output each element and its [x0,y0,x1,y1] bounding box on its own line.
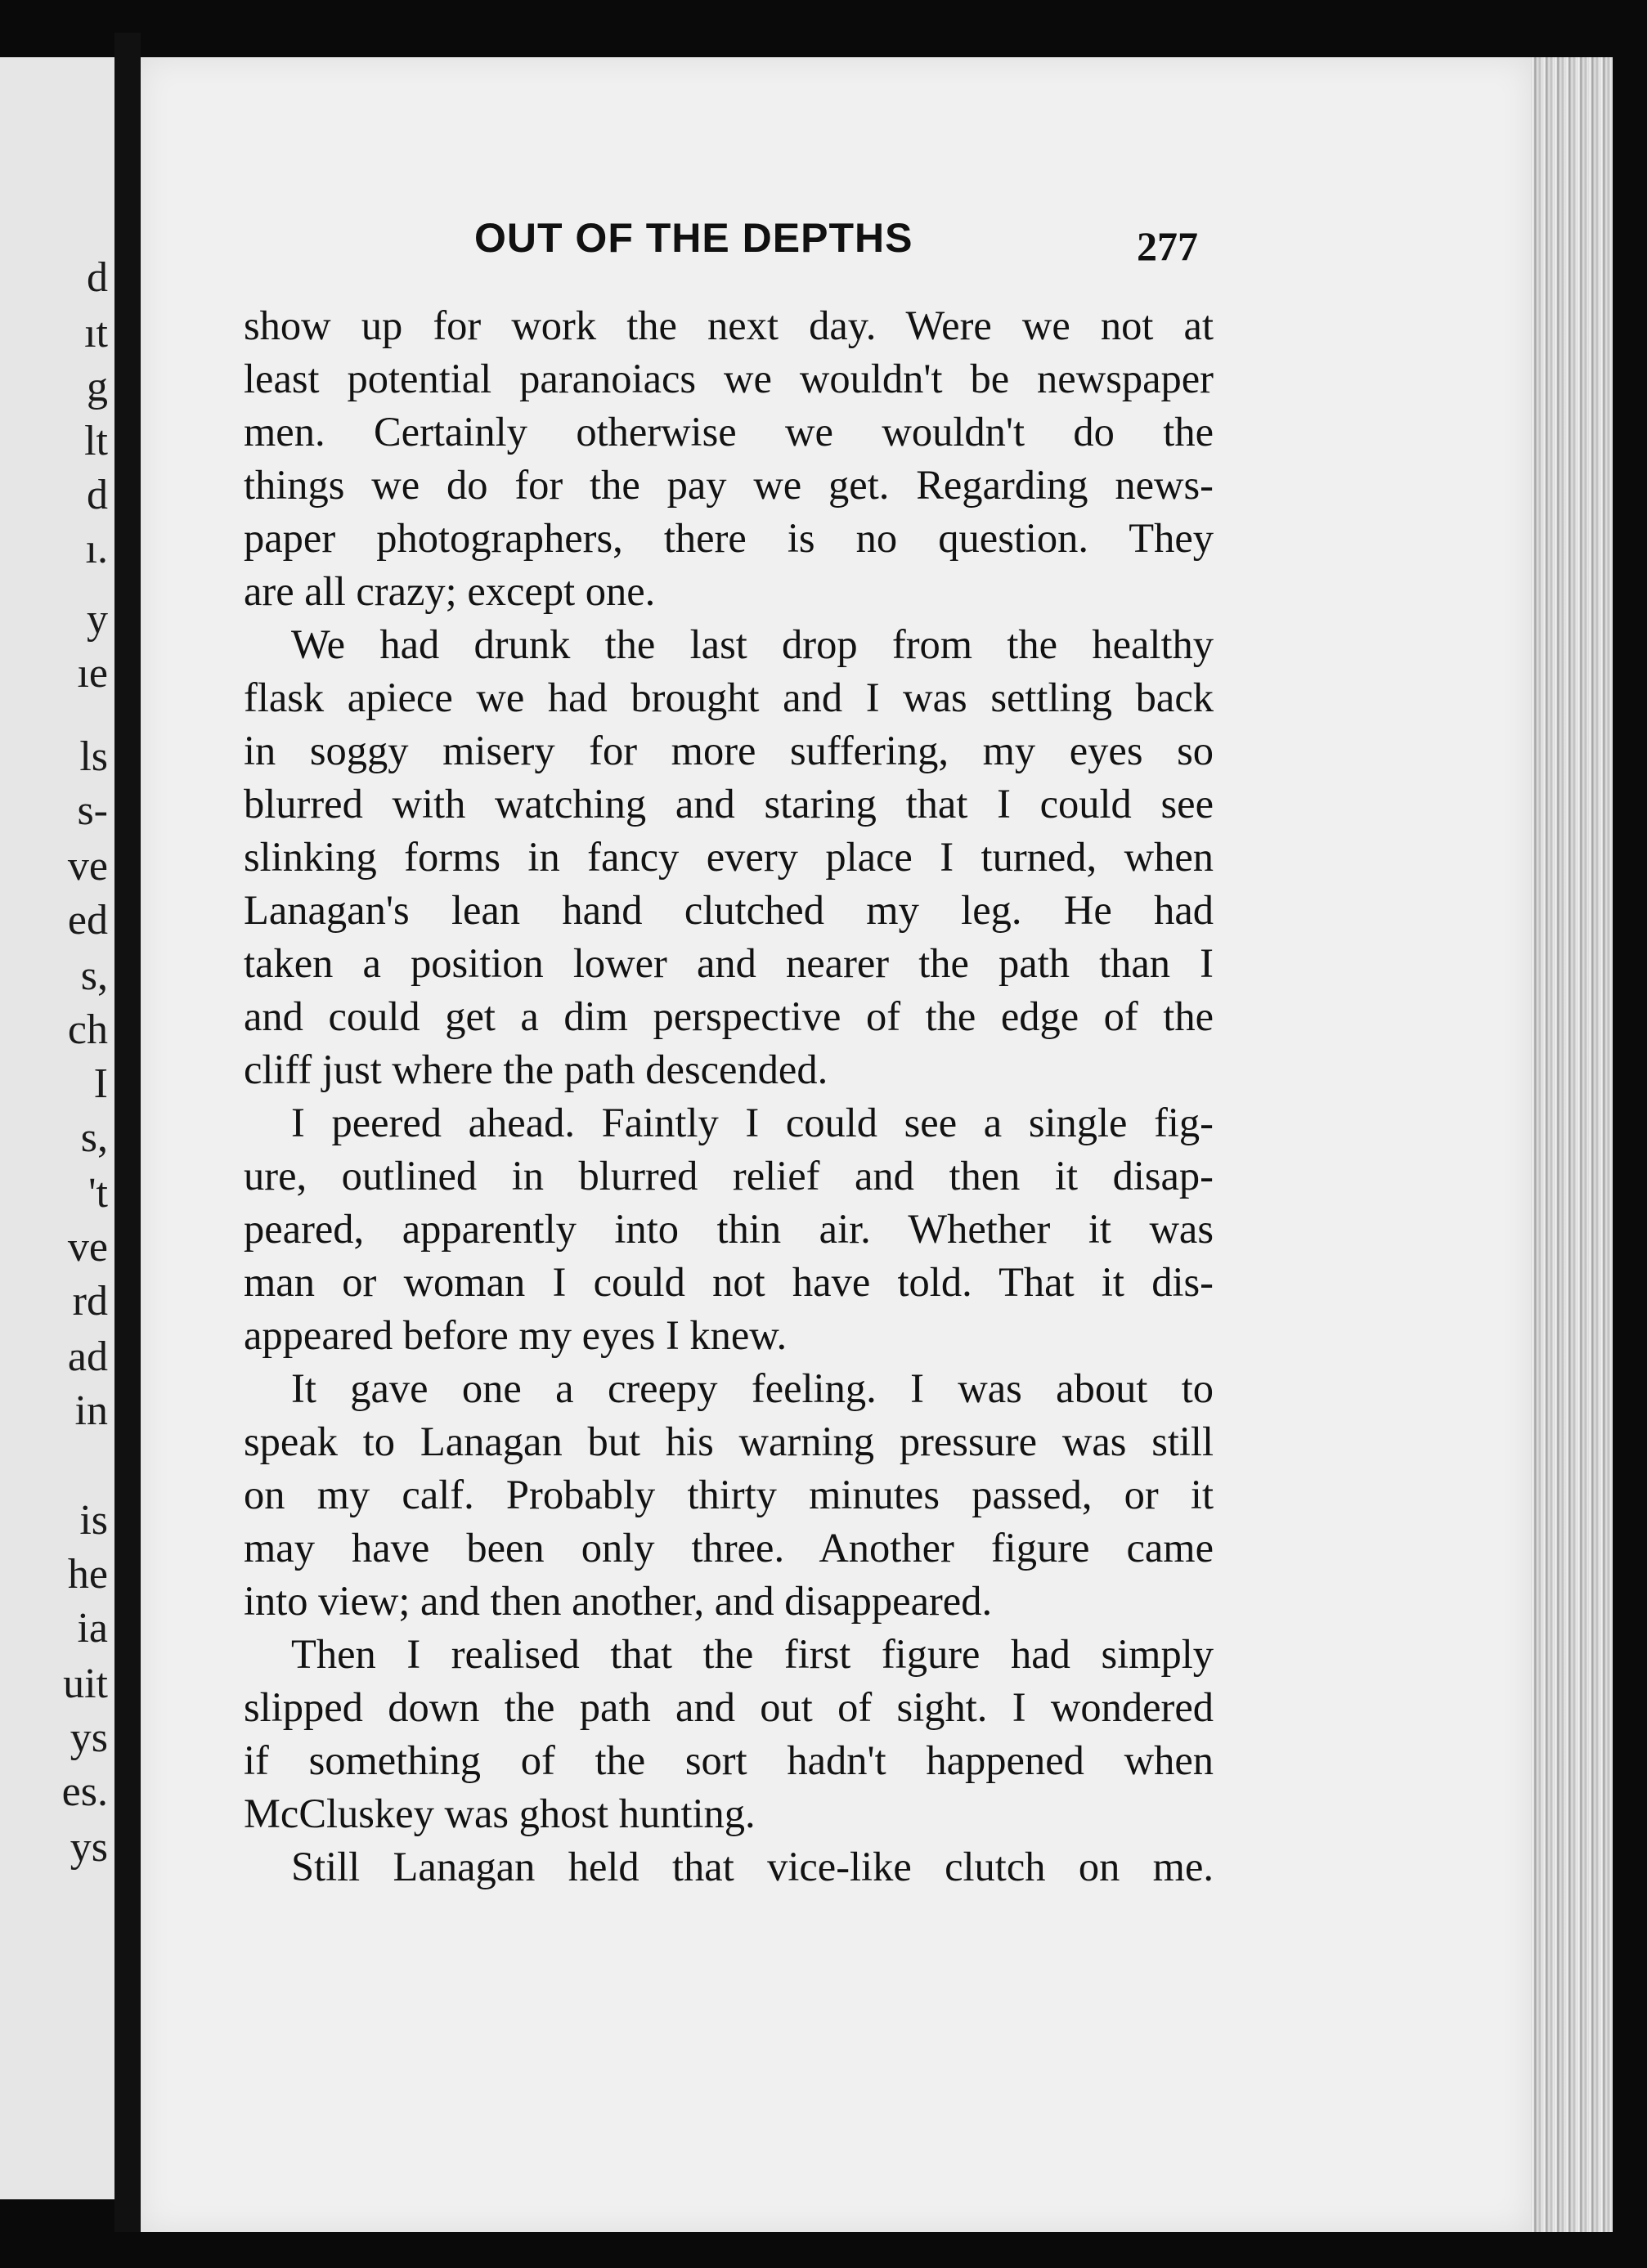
text-line: may have been only three. Another figure came [244,1525,1214,1571]
text-line: I peered ahead. Faintly I could see a single fig- [291,1100,1214,1145]
facing-page-fragment: ad [67,1333,108,1380]
facing-page-fragment: is [79,1497,108,1544]
facing-page-fragment: s, [80,1114,108,1161]
text-line: Still Lanagan held that vice-like clutch on me. [291,1844,1214,1889]
text-line: things we do for the pay we get. Regarding news- [244,462,1214,508]
facing-page-fragment: y [87,596,108,643]
facing-page-fragment: ia [77,1605,108,1652]
facing-page-fragment: uit [63,1661,108,1707]
facing-page-fragment: in [74,1387,108,1434]
text-line: least potential paranoiacs we wouldn't be newspaper [244,356,1214,401]
facing-page-fragment: s, [80,952,108,999]
text-line: are all crazy; except one. [244,568,656,614]
facing-page-fragment: ed [67,897,108,944]
page-fore-edge [1531,57,1613,2232]
facing-page-fragment: 't [88,1170,108,1217]
text-line: Lanagan's lean hand clutched my leg. He had [244,887,1214,933]
text-line: Then I realised that the first figure had simply [291,1631,1214,1677]
facing-page-fragment: he [67,1551,108,1598]
body-text [244,299,1214,1894]
facing-page-fragment: s- [77,787,108,834]
text-line: blurred with watching and staring that I could see [244,781,1214,827]
facing-page-fragment: ıt [84,310,108,356]
text-line: appeared before my eyes I knew. [244,1312,788,1358]
facing-page-fragment: ı. [85,526,108,572]
facing-page-fragment: ls [79,733,108,780]
text-line: into view; and then another, and disappeared. [244,1578,993,1624]
facing-page-fragment: rd [72,1278,108,1324]
text-line: speak to Lanagan but his warning pressure was still [244,1419,1214,1464]
text-line: in soggy misery for more suffering, my eyes so [244,728,1214,773]
facing-page-fragment: ys [70,1824,108,1871]
facing-page-edge [0,57,114,2199]
page-number: 277 [1137,223,1198,269]
text-line: ure, outlined in blurred relief and then it disap- [244,1153,1214,1199]
text-line: taken a position lower and nearer the path than I [244,940,1214,986]
text-line: and could get a dim perspective of the edge of the [244,993,1214,1039]
text-line: flask apiece we had brought and I was settling back [244,675,1214,720]
text-line: McCluskey was ghost hunting. [244,1791,756,1836]
text-line: show up for work the next day. Were we not at [244,303,1214,348]
facing-page-fragment: ch [67,1006,108,1053]
facing-page-fragment: es. [61,1768,108,1815]
text-line: man or woman I could not have told. That it dis- [244,1259,1214,1305]
facing-page-fragment: I [93,1060,108,1107]
facing-page-fragment: d [87,254,108,301]
running-head: OUT OF THE DEPTHS [474,215,913,261]
text-line: peared, apparently into thin air. Whether it was [244,1206,1214,1252]
text-line: We had drunk the last drop from the healthy [291,621,1214,667]
text-line: men. Certainly otherwise we wouldn't do the [244,409,1214,455]
facing-page-fragment: ıe [77,650,108,697]
text-line: slinking forms in fancy every place I turned, when [244,834,1214,880]
text-line: cliff just where the path descended. [244,1047,828,1092]
text-line: on my calf. Probably thirty minutes passed, or it [244,1472,1214,1517]
text-line: paper photographers, there is no question. They [244,515,1214,561]
facing-page-fragment: lt [84,418,108,464]
facing-page-fragment: ve [67,843,108,890]
facing-page-fragment: d [87,472,108,518]
facing-page-fragment: g [87,364,108,410]
facing-page-fragment: ve [67,1224,108,1271]
text-line: It gave one a creepy feeling. I was about to [291,1365,1214,1411]
book-gutter [114,33,141,2232]
text-line: if something of the sort hadn't happened when [244,1737,1214,1783]
facing-page-fragment: ys [70,1714,108,1761]
text-line: slipped down the path and out of sight. I wondered [244,1684,1214,1730]
